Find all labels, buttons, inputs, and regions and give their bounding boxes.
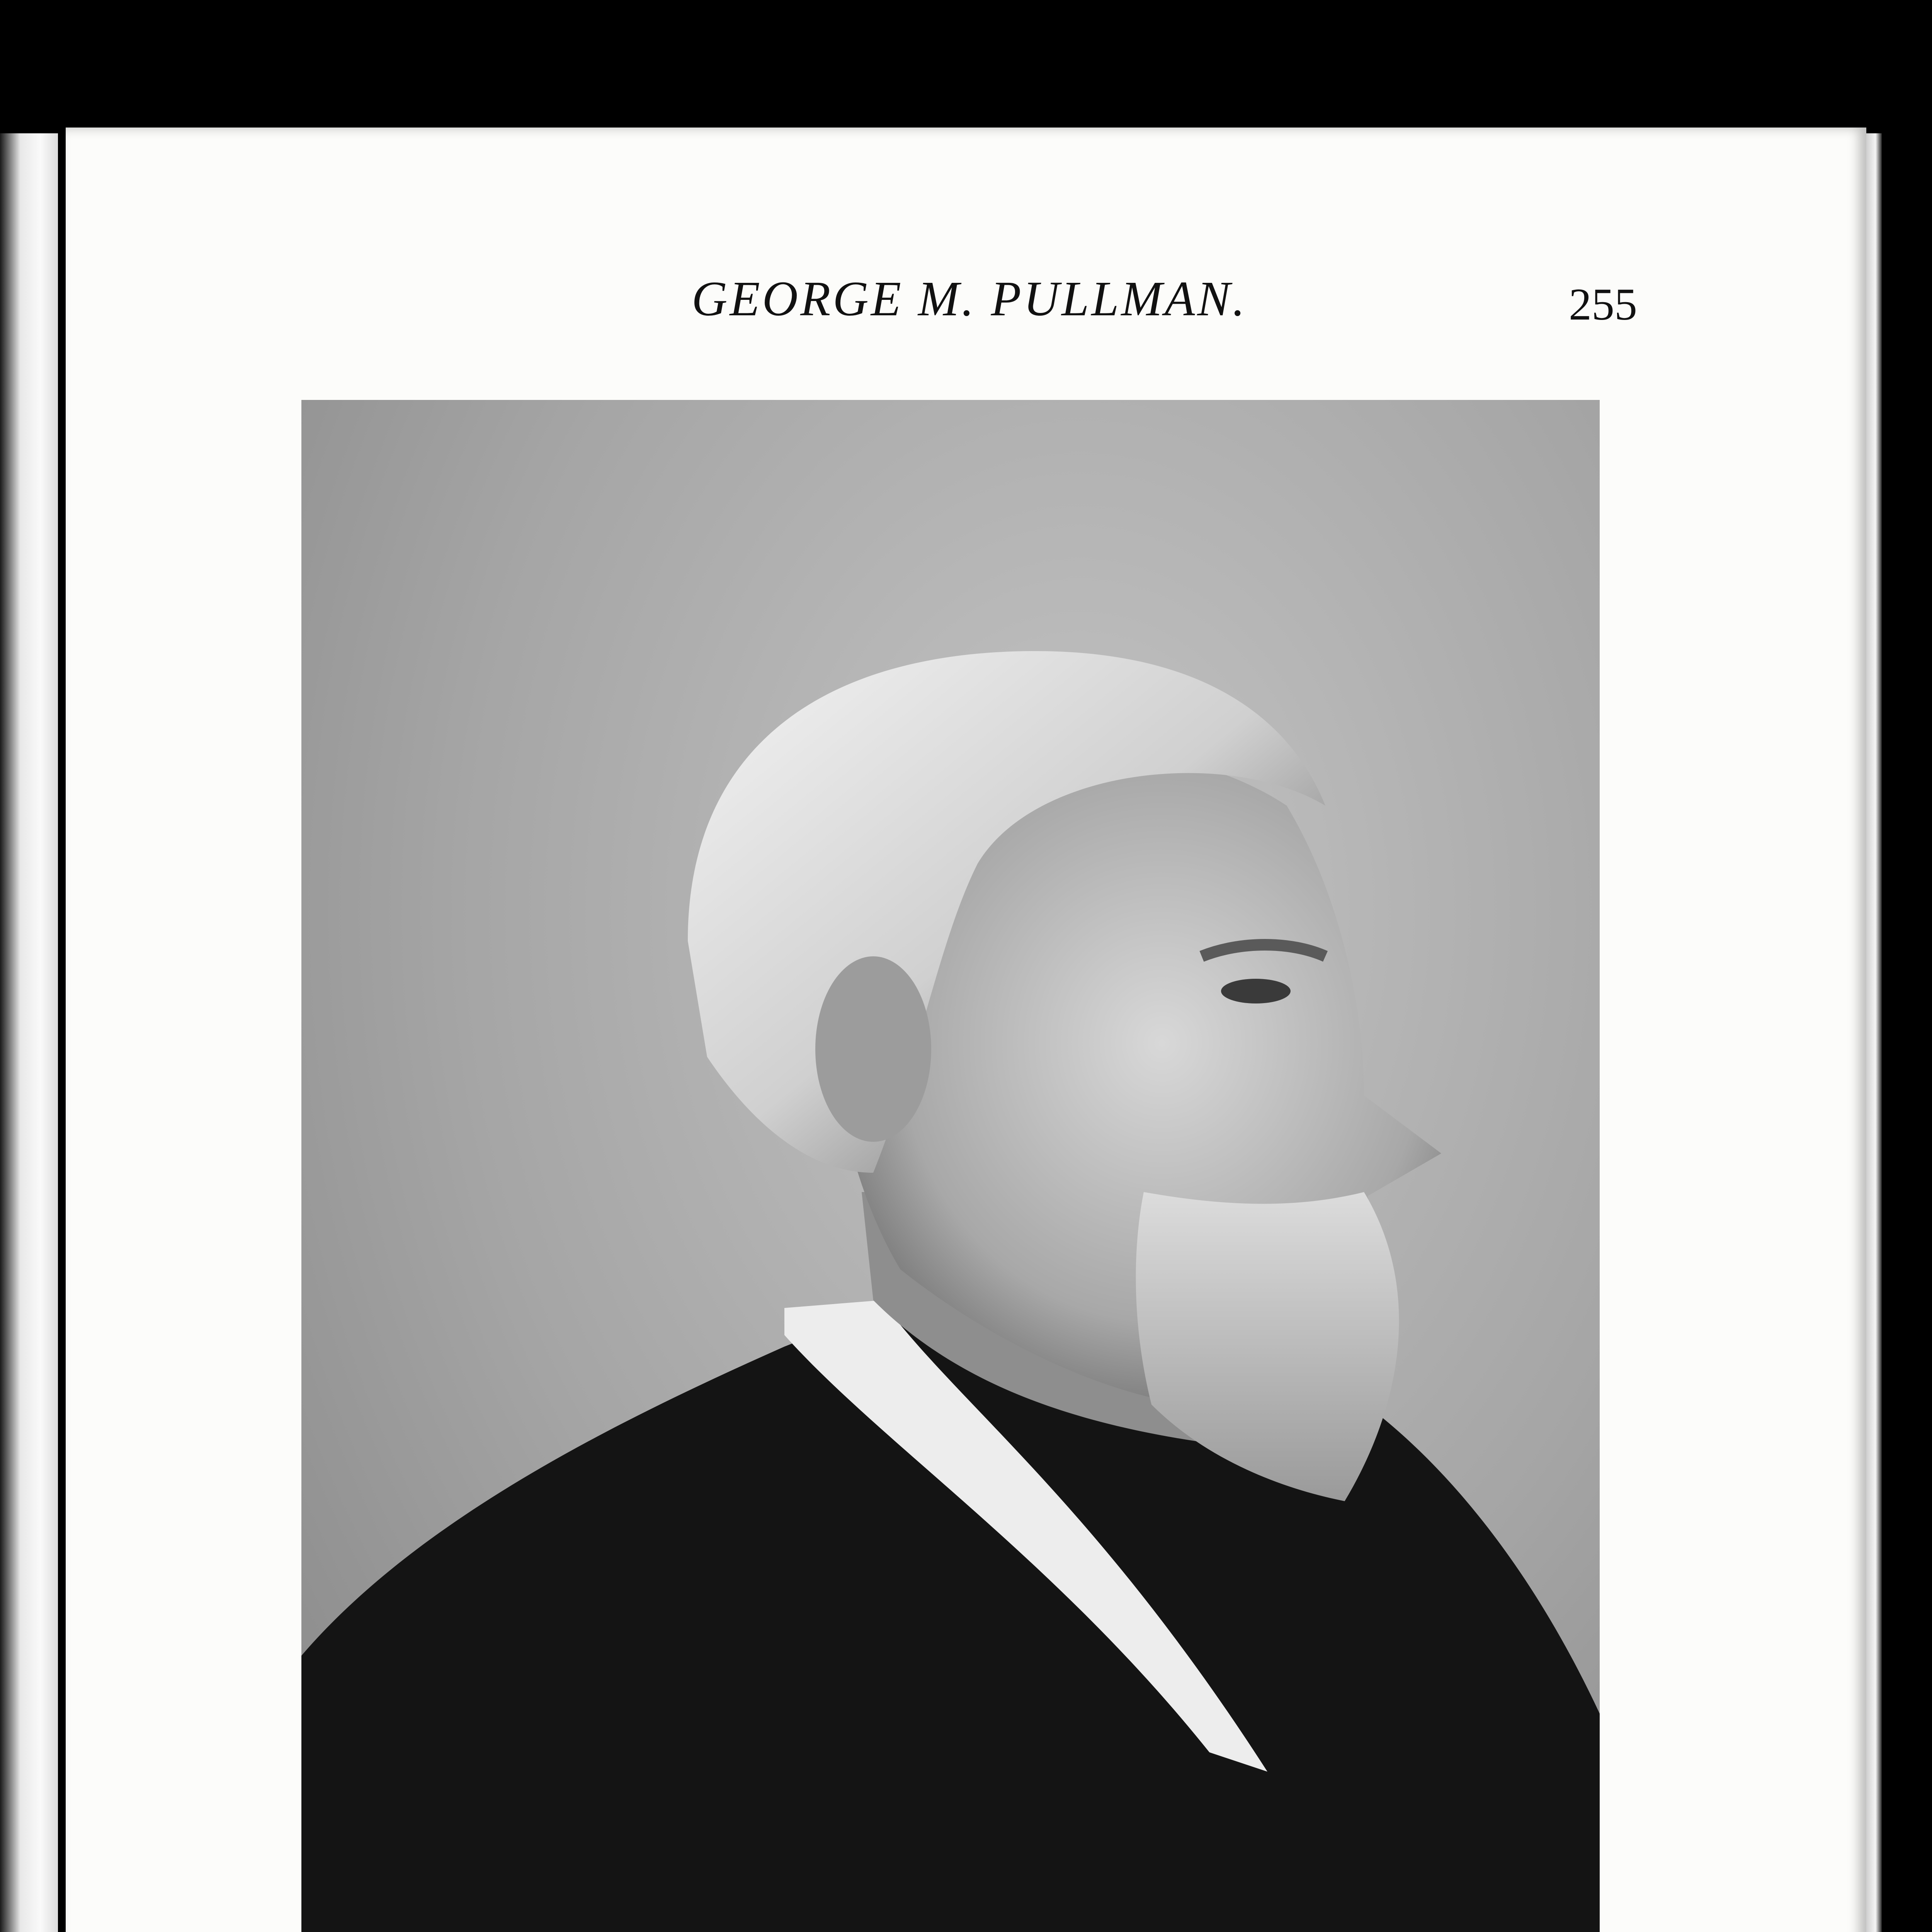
portrait-photograph	[301, 400, 1600, 1932]
portrait-illustration	[301, 400, 1600, 1932]
previous-page-edge	[0, 133, 58, 1932]
page-gutter-edge	[1866, 133, 1882, 1932]
page-number: 255	[1569, 279, 1637, 330]
running-header-title: GEORGE M. PULLMAN.	[692, 271, 1247, 326]
